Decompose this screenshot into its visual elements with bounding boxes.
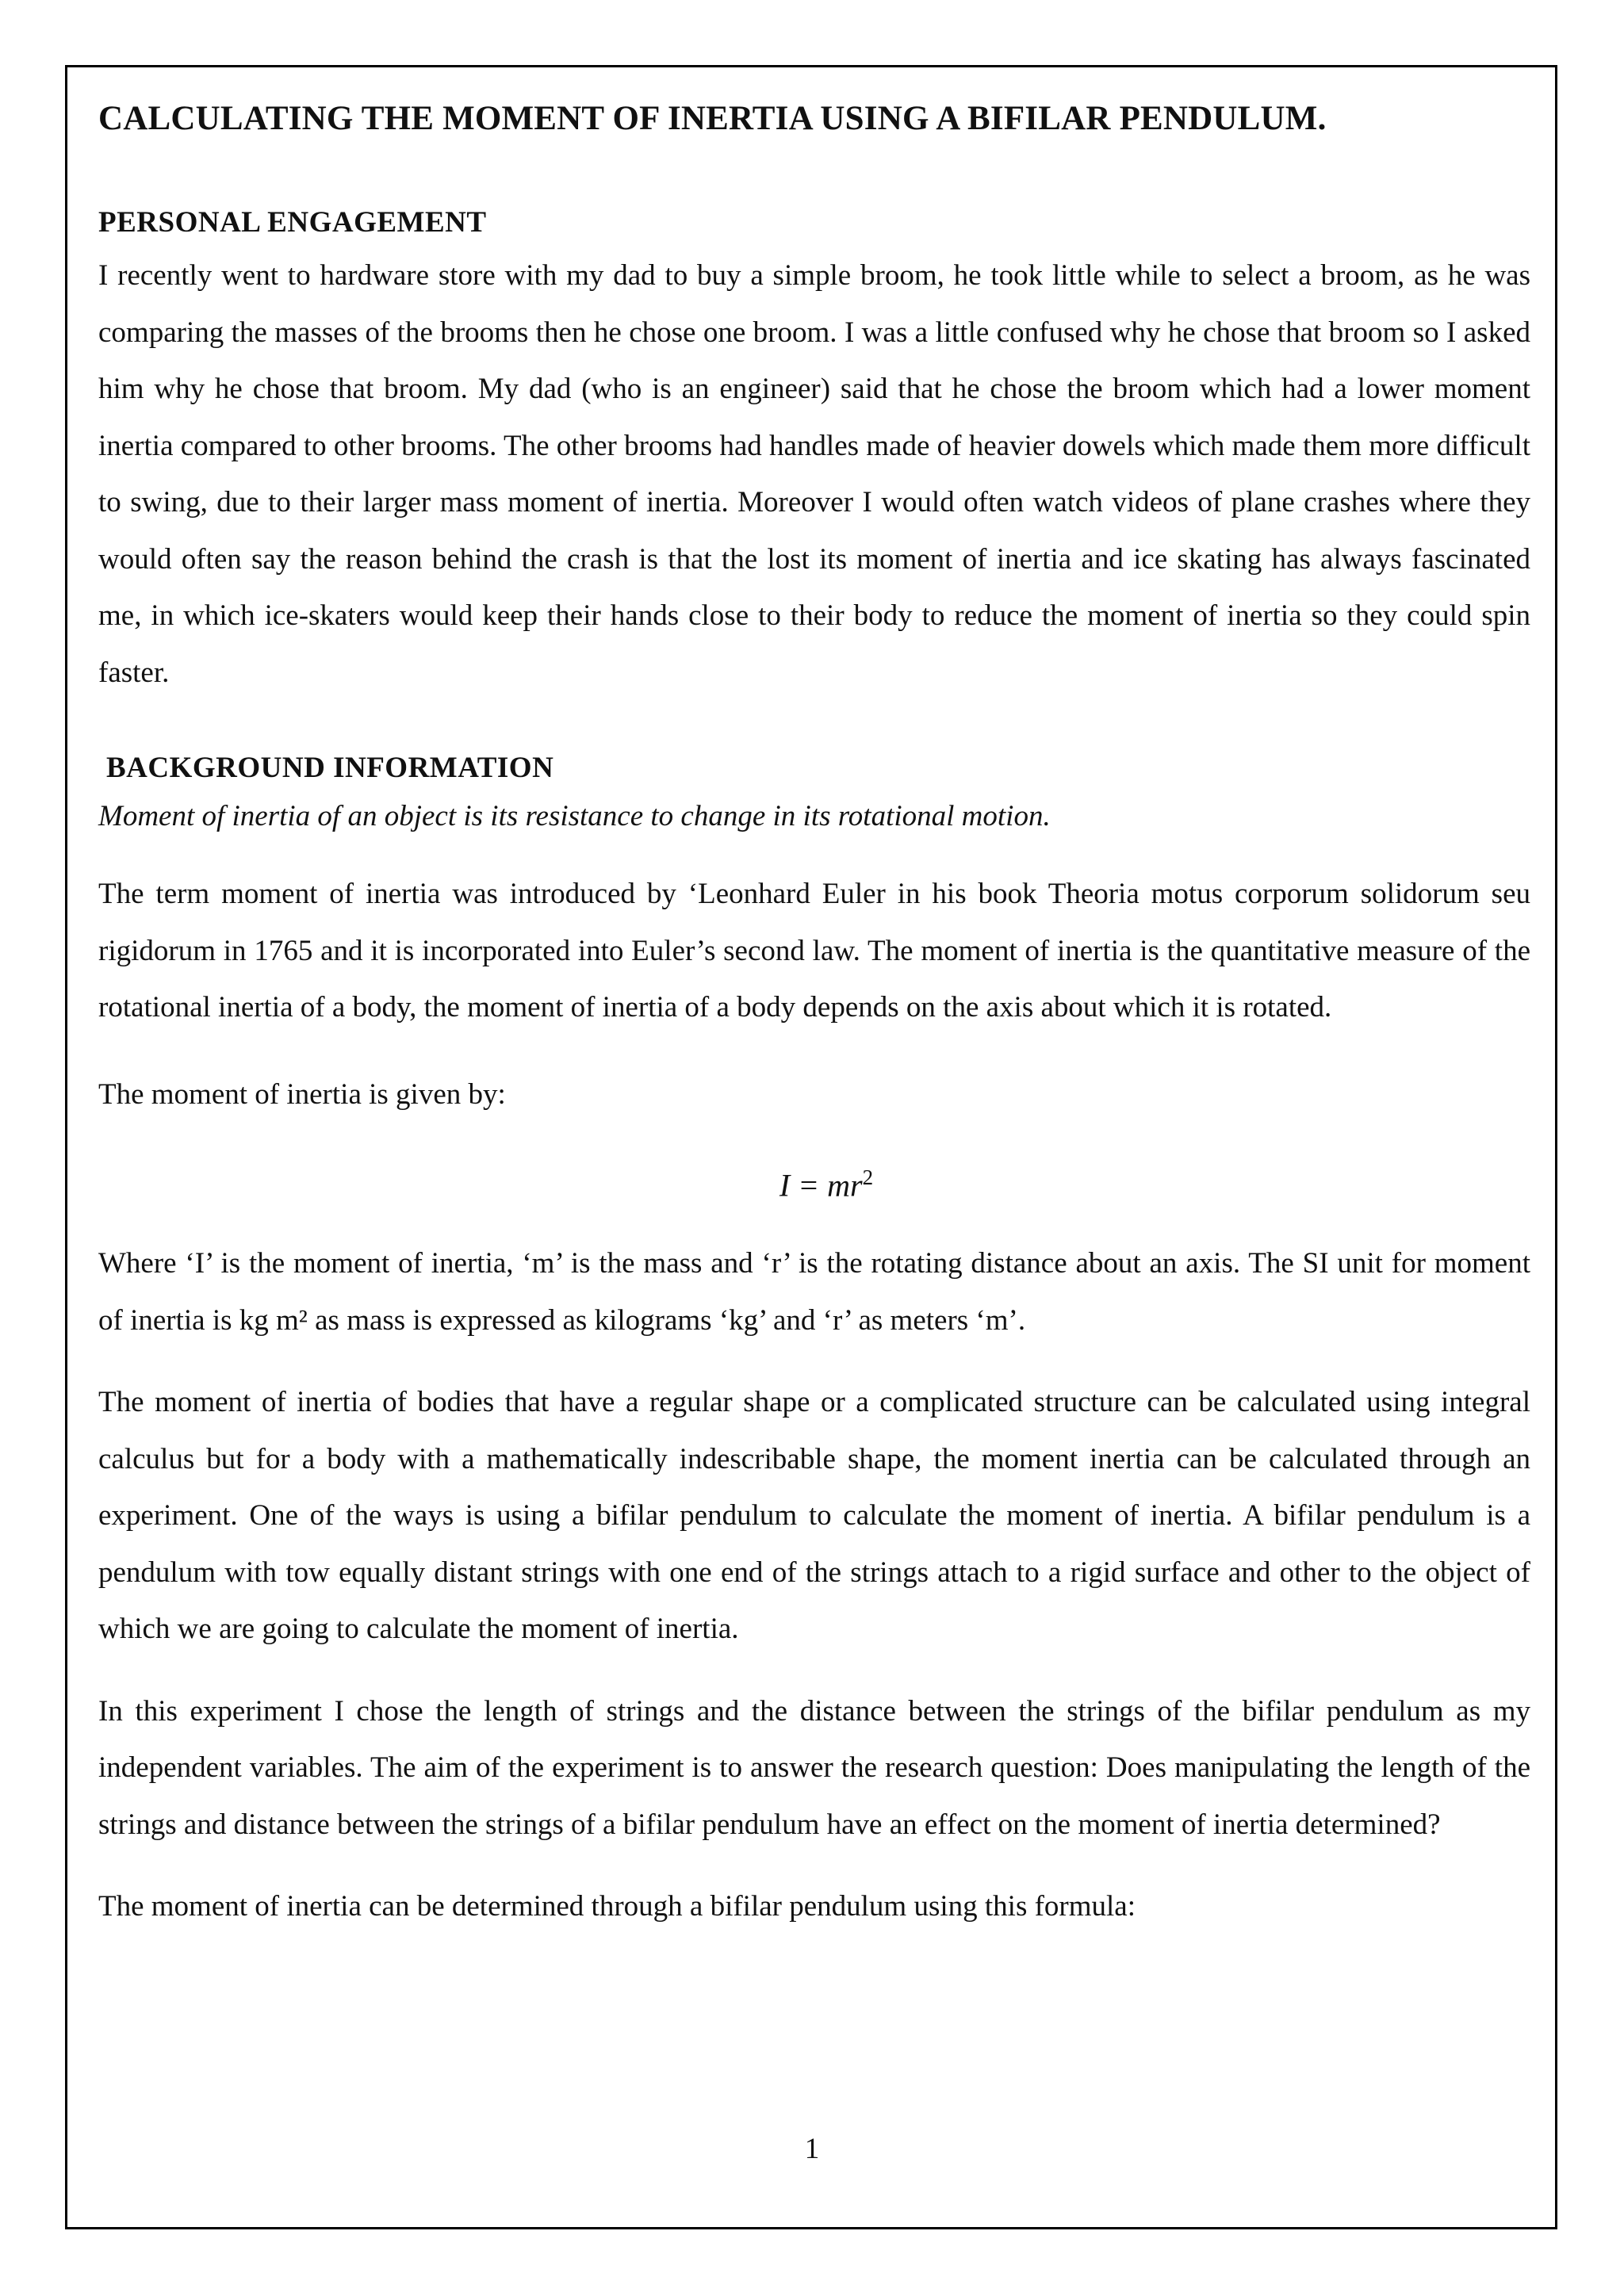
paragraph-history: The term moment of inertia was introduced by ‘Leonhard Euler in his book Theoria motus corporum solidorum seu rigidorum in 1765 and it is incorporated into Euler’s second law. The moment of inertia is the quantitative measure of the rotational inertia of a body, the moment of inertia of a body depends on the axis about which it is rotated. — [98, 878, 1530, 1024]
document-title: CALCULATING THE MOMENT OF INERTIA USING A BIFILAR PENDULUM. — [98, 100, 1327, 137]
equation-exponent: 2 — [862, 1165, 874, 1189]
heading-background-information: BACKGROUND INFORMATION — [106, 752, 554, 784]
definition-moment-of-inertia: Moment of inertia of an object is its resistance to change in its rotational motion. — [98, 800, 1051, 832]
document-body — [98, 94, 1530, 1935]
paragraph-aim: In this experiment I chose the length of strings and the distance between the strings of the bifilar pendulum as my independent variables. The aim of the experiment is to answer the research question: Does manipulating the length of the strings and distance between the strings of a bifilar pendulum have an effect on the moment of inertia determined? — [98, 1694, 1530, 1841]
paragraph-variables: Where ‘I’ is the moment of inertia, ‘m’ is the mass and ‘r’ is the rotating distance about an axis. The SI unit for moment of inertia is kg m² as mass is expressed as kilograms ‘kg’ and ‘r’ as meters ‘m’. — [98, 1247, 1530, 1337]
page-number: 1 — [804, 2133, 820, 2165]
paragraph-personal-engagement: I recently went to hardware store with my dad to buy a simple broom, he took little while to select a broom, as he was comparing the masses of the brooms then he chose one broom. I was a little confused why he chose that broom so I asked him why he chose that broom. My dad (who is an engineer) said that he chose the broom which had a lower moment inertia compared to other brooms. The other brooms had handles made of heavier dowels which made them more difficult to swing, due to their larger mass moment of inertia. Moreover I would often watch videos of plane crashes where they would often say the reason behind the crash is that the lost its moment of inertia and ice skating has always fascinated me, in which ice-skaters would keep their hands close to their body to reduce the moment of inertia so they could spin faster. — [98, 259, 1530, 689]
paragraph-formula-lead: The moment of inertia can be determined through a bifilar pendulum using this formula: — [98, 1890, 1136, 1923]
heading-personal-engagement: PERSONAL ENGAGEMENT — [98, 206, 487, 239]
paragraph-methods: The moment of inertia of bodies that have a regular shape or a complicated structure can be calculated using integral calculus but for a body with a mathematically indescribable shape, the moment inertia can be calculated through an experiment. One of the ways is using a bifilar pendulum to calculate the moment of inertia. A bifilar pendulum is a pendulum with tow equally distant strings with one end of the strings attach to a rigid surface and other to the object of which we are going to calculate the moment of inertia. — [98, 1386, 1530, 1646]
equation-moment-of-inertia — [98, 1150, 1530, 1213]
equation-base: I = mr — [779, 1167, 863, 1203]
paragraph-formula-intro: The moment of inertia is given by: — [98, 1077, 506, 1111]
